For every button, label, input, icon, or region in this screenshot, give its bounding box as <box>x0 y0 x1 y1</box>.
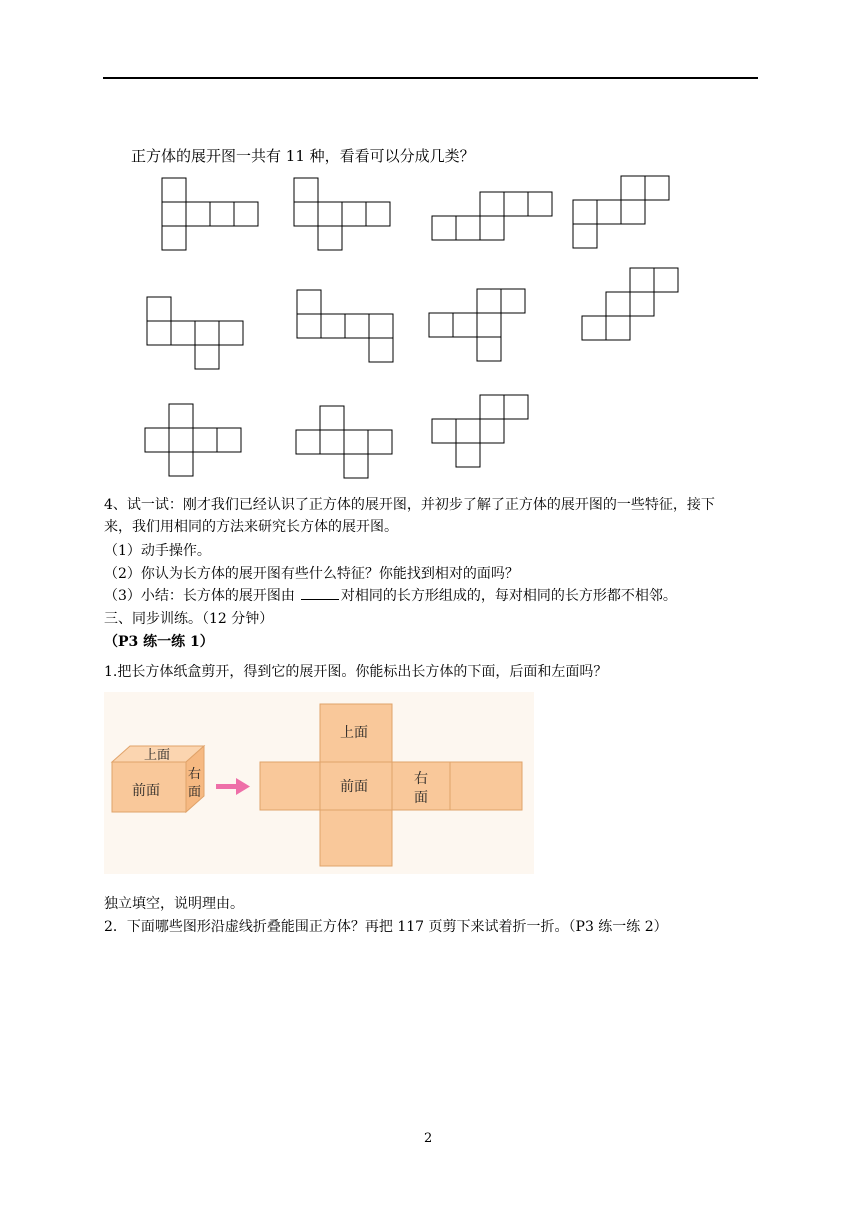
question-2: 2．下面哪些图形沿虚线折叠能围正方体？再把 117 页剪下来试着折一折。（P3 练一练 2） <box>104 919 668 935</box>
step3-after: 对相同的长方形组成的，每对相同的长方形都不相邻。 <box>340 588 677 604</box>
section4-step3 <box>104 587 677 605</box>
section4-step2: （2）你认为长方体的展开图有些什么特征？你能找到相对的面吗？ <box>104 566 519 582</box>
cuboid-box <box>112 746 204 812</box>
answer-blank[interactable] <box>301 587 339 600</box>
net-top-label: 上面 <box>340 725 368 741</box>
box-right-label-1: 右 <box>188 767 202 782</box>
box-front-label: 前面 <box>132 783 160 799</box>
box-right-label-2: 面 <box>188 785 202 800</box>
cuboid-net-illustration <box>104 692 534 874</box>
cube-net-5 <box>147 297 243 369</box>
section4-line1: 4、试一试：刚才我们已经认识了正方体的展开图，并初步了解了正方体的展开图的一些特征，接下 <box>104 497 715 513</box>
cube-net-11 <box>432 395 528 467</box>
cube-net-6 <box>297 290 393 362</box>
cube-net-1 <box>162 178 258 250</box>
page-number: 2 <box>424 1131 433 1146</box>
box-top-label: 上面 <box>144 748 171 763</box>
cube-net-9 <box>145 404 241 476</box>
section4-step1: （1）动手操作。 <box>104 543 211 559</box>
cube-net-7 <box>429 289 525 361</box>
net-front-label: 前面 <box>340 779 368 795</box>
cube-net-8 <box>582 268 678 340</box>
net-right-label-1: 右 <box>414 771 428 787</box>
question-1: 1.把长方体纸盒剪开，得到它的展开图。你能标出长方体的下面，后面和左面吗？ <box>104 664 608 680</box>
cube-net-2 <box>294 178 390 250</box>
net-right-label-2: 面 <box>414 790 428 806</box>
section3-title: 三、同步训练。（12 分钟） <box>104 611 274 627</box>
cube-net-3 <box>432 192 552 240</box>
section4-line2: 来，我们用相同的方法来研究长方体的展开图。 <box>104 519 398 535</box>
cube-net-4 <box>573 176 669 248</box>
cube-net-10 <box>296 406 392 478</box>
intro-text: 正方体的展开图一共有 11 种，看看可以分成几类？ <box>131 147 475 165</box>
fill-hint: 独立填空，说明理由。 <box>104 896 244 912</box>
step3-before: （3）小结：长方体的展开图由 <box>104 588 295 604</box>
section3-subtitle: （P3 练一练 1） <box>104 634 214 650</box>
cube-nets-figure <box>0 0 860 480</box>
